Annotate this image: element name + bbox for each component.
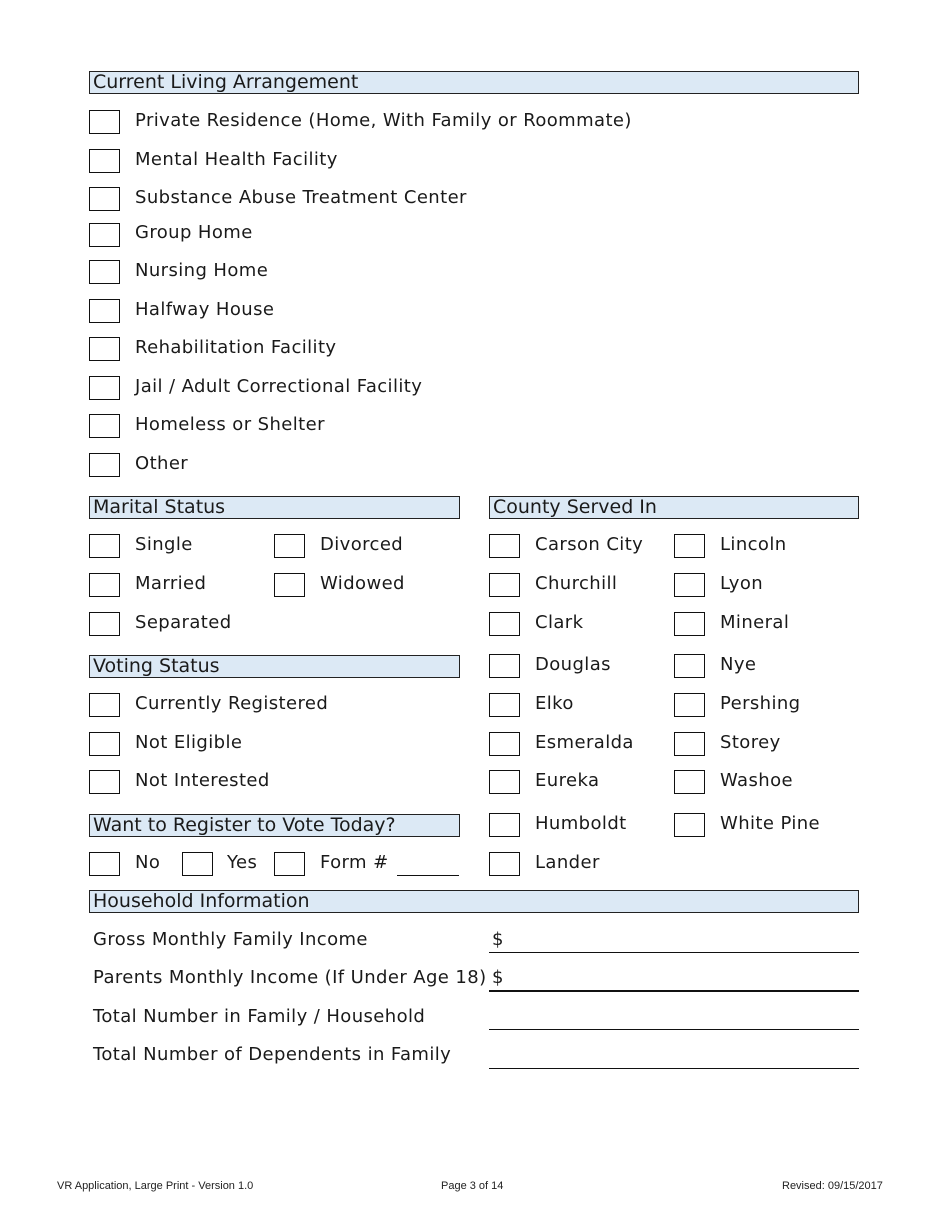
living-substance-abuse-label: Substance Abuse Treatment Center bbox=[135, 187, 467, 208]
voting-not-interested-checkbox[interactable] bbox=[89, 770, 120, 794]
county-lincoln-label: Lincoln bbox=[720, 534, 787, 555]
household-dependents-label: Total Number of Dependents in Family bbox=[93, 1044, 452, 1065]
register-no-label: No bbox=[135, 852, 161, 873]
marital-widowed-label: Widowed bbox=[320, 573, 405, 594]
voting-not-eligible-label: Not Eligible bbox=[135, 732, 243, 753]
county-carson-city-label: Carson City bbox=[535, 534, 644, 555]
county-humboldt-label: Humboldt bbox=[535, 813, 627, 834]
household-gross-income-field[interactable] bbox=[489, 952, 859, 953]
marital-separated-label: Separated bbox=[135, 612, 232, 633]
county-lincoln-checkbox[interactable] bbox=[674, 534, 705, 558]
county-lander-checkbox[interactable] bbox=[489, 852, 520, 876]
household-family-count-field[interactable] bbox=[489, 1029, 859, 1030]
marital-separated-checkbox[interactable] bbox=[89, 612, 120, 636]
register-form-checkbox[interactable] bbox=[274, 852, 305, 876]
county-eureka-checkbox[interactable] bbox=[489, 770, 520, 794]
living-homeless-checkbox[interactable] bbox=[89, 414, 120, 438]
county-humboldt-checkbox[interactable] bbox=[489, 813, 520, 837]
county-mineral-checkbox[interactable] bbox=[674, 612, 705, 636]
marital-single-checkbox[interactable] bbox=[89, 534, 120, 558]
household-gross-income-label: Gross Monthly Family Income bbox=[93, 929, 368, 950]
household-gross-income-dollar: $ bbox=[492, 929, 504, 950]
county-washoe-checkbox[interactable] bbox=[674, 770, 705, 794]
household-header: Household Information bbox=[89, 890, 859, 913]
voting-registered-checkbox[interactable] bbox=[89, 693, 120, 717]
register-form-label: Form # bbox=[320, 852, 389, 873]
marital-married-checkbox[interactable] bbox=[89, 573, 120, 597]
voting-not-interested-label: Not Interested bbox=[135, 770, 270, 791]
voting-not-eligible-checkbox[interactable] bbox=[89, 732, 120, 756]
footer-page-number: Page 3 of 14 bbox=[441, 1180, 504, 1192]
county-esmeralda-checkbox[interactable] bbox=[489, 732, 520, 756]
living-homeless-label: Homeless or Shelter bbox=[135, 414, 325, 435]
county-storey-label: Storey bbox=[720, 732, 781, 753]
living-group-home-checkbox[interactable] bbox=[89, 223, 120, 247]
county-elko-label: Elko bbox=[535, 693, 574, 714]
register-vote-header: Want to Register to Vote Today? bbox=[89, 814, 460, 837]
living-jail-checkbox[interactable] bbox=[89, 376, 120, 400]
register-no-checkbox[interactable] bbox=[89, 852, 120, 876]
household-parents-income-dollar: $ bbox=[492, 967, 504, 988]
living-nursing-home-label: Nursing Home bbox=[135, 260, 269, 281]
county-washoe-label: Washoe bbox=[720, 770, 793, 791]
county-clark-label: Clark bbox=[535, 612, 584, 633]
living-other-checkbox[interactable] bbox=[89, 453, 120, 477]
living-group-home-label: Group Home bbox=[135, 222, 253, 243]
household-parents-income-label: Parents Monthly Income (If Under Age 18) bbox=[93, 967, 487, 988]
register-form-number-field[interactable] bbox=[397, 875, 459, 876]
living-other-label: Other bbox=[135, 453, 189, 474]
county-churchill-checkbox[interactable] bbox=[489, 573, 520, 597]
county-served-header: County Served In bbox=[489, 496, 859, 519]
living-rehabilitation-checkbox[interactable] bbox=[89, 337, 120, 361]
voting-registered-label: Currently Registered bbox=[135, 693, 329, 714]
county-nye-checkbox[interactable] bbox=[674, 654, 705, 678]
county-lyon-checkbox[interactable] bbox=[674, 573, 705, 597]
county-churchill-label: Churchill bbox=[535, 573, 618, 594]
living-nursing-home-checkbox[interactable] bbox=[89, 260, 120, 284]
county-esmeralda-label: Esmeralda bbox=[535, 732, 634, 753]
county-white-pine-label: White Pine bbox=[720, 813, 821, 834]
county-lander-label: Lander bbox=[535, 852, 600, 873]
living-mental-health-label: Mental Health Facility bbox=[135, 149, 338, 170]
county-carson-city-checkbox[interactable] bbox=[489, 534, 520, 558]
county-white-pine-checkbox[interactable] bbox=[674, 813, 705, 837]
living-jail-label: Jail / Adult Correctional Facility bbox=[135, 376, 423, 397]
marital-widowed-checkbox[interactable] bbox=[274, 573, 305, 597]
living-halfway-house-label: Halfway House bbox=[135, 299, 275, 320]
county-mineral-label: Mineral bbox=[720, 612, 790, 633]
footer-revised-date: Revised: 09/15/2017 bbox=[782, 1180, 883, 1192]
register-yes-checkbox[interactable] bbox=[182, 852, 213, 876]
household-parents-income-field[interactable] bbox=[489, 990, 859, 992]
county-clark-checkbox[interactable] bbox=[489, 612, 520, 636]
footer-version: VR Application, Large Print - Version 1.0 bbox=[57, 1180, 254, 1192]
marital-single-label: Single bbox=[135, 534, 193, 555]
living-mental-health-checkbox[interactable] bbox=[89, 149, 120, 173]
living-substance-abuse-checkbox[interactable] bbox=[89, 187, 120, 211]
county-lyon-label: Lyon bbox=[720, 573, 764, 594]
living-arrangement-header: Current Living Arrangement bbox=[89, 71, 859, 94]
living-halfway-house-checkbox[interactable] bbox=[89, 299, 120, 323]
county-douglas-label: Douglas bbox=[535, 654, 611, 675]
county-pershing-label: Pershing bbox=[720, 693, 801, 714]
living-private-residence-label: Private Residence (Home, With Family or Roommate) bbox=[135, 110, 632, 131]
register-yes-label: Yes bbox=[227, 852, 258, 873]
household-dependents-field[interactable] bbox=[489, 1068, 859, 1069]
county-pershing-checkbox[interactable] bbox=[674, 693, 705, 717]
marital-married-label: Married bbox=[135, 573, 207, 594]
living-private-residence-checkbox[interactable] bbox=[89, 110, 120, 134]
marital-status-header: Marital Status bbox=[89, 496, 460, 519]
county-storey-checkbox[interactable] bbox=[674, 732, 705, 756]
county-elko-checkbox[interactable] bbox=[489, 693, 520, 717]
county-nye-label: Nye bbox=[720, 654, 757, 675]
marital-divorced-checkbox[interactable] bbox=[274, 534, 305, 558]
living-rehabilitation-label: Rehabilitation Facility bbox=[135, 337, 337, 358]
county-eureka-label: Eureka bbox=[535, 770, 600, 791]
household-family-count-label: Total Number in Family / Household bbox=[93, 1006, 426, 1027]
county-douglas-checkbox[interactable] bbox=[489, 654, 520, 678]
voting-status-header: Voting Status bbox=[89, 655, 460, 678]
marital-divorced-label: Divorced bbox=[320, 534, 404, 555]
